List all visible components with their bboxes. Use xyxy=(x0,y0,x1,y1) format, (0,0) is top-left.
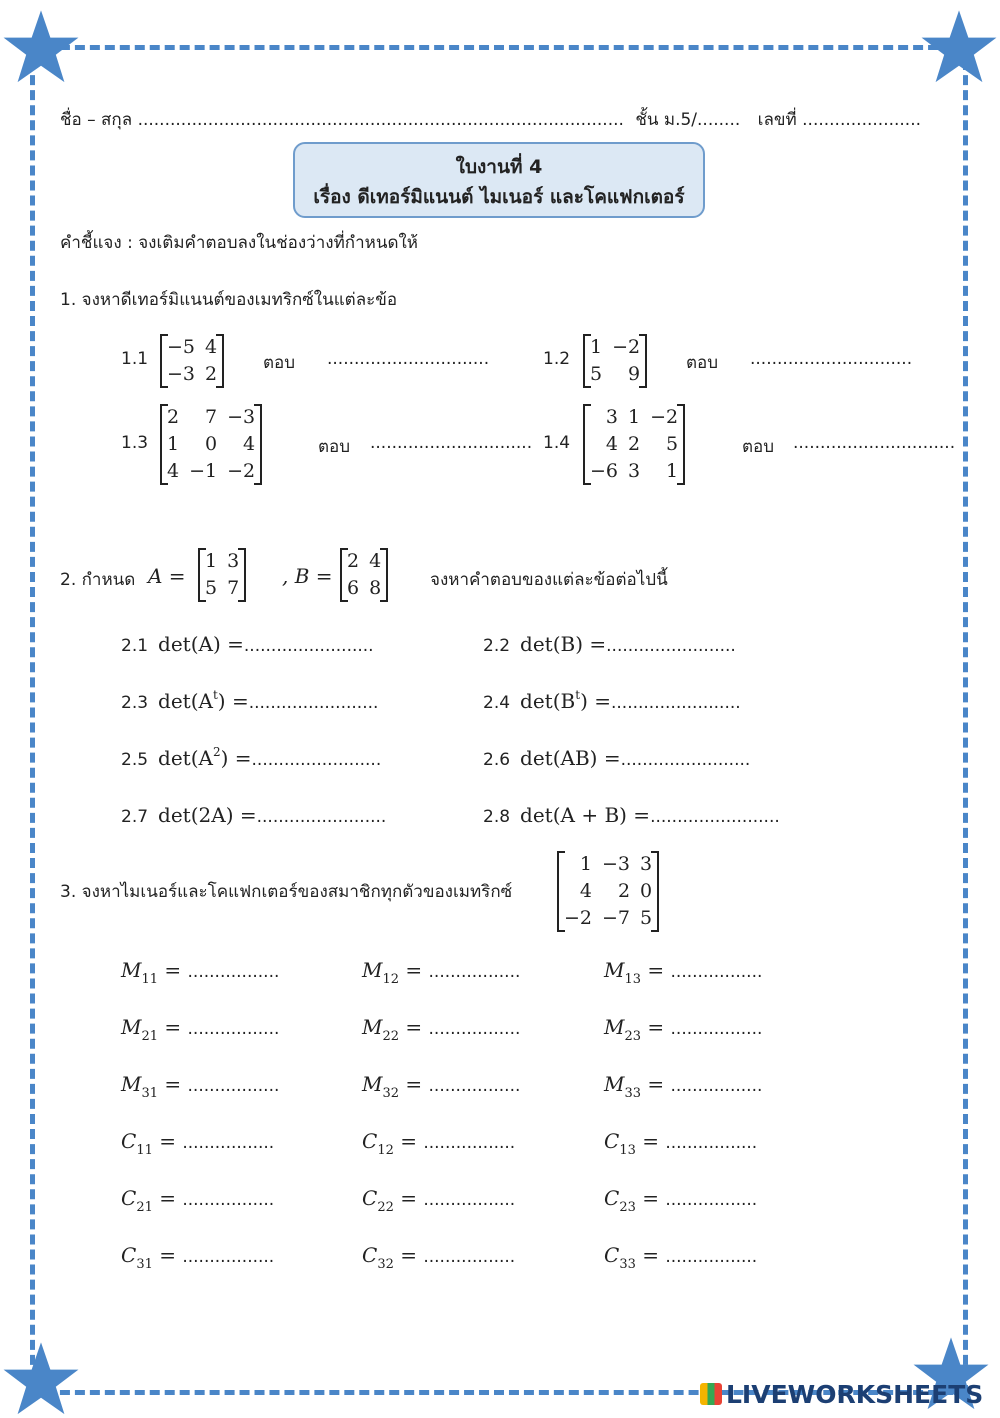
q3-equals: = xyxy=(158,958,188,982)
minor-13 xyxy=(604,958,763,987)
q3-subscript: 33 xyxy=(619,1257,636,1272)
q2-item xyxy=(121,746,381,770)
q2-answer-input[interactable]: ........................ xyxy=(256,807,387,827)
q2-item xyxy=(483,689,741,713)
q1-matrix xyxy=(583,334,647,388)
worksheet-subtitle: เรื่อง ดีเทอร์มิแนนต์ ไมเนอร์ และโคแฟกเตอร์ xyxy=(313,186,685,208)
class-field[interactable]: ชั้น ม.5/........ xyxy=(635,110,741,130)
q1-answer-input[interactable]: .............................. xyxy=(327,349,490,369)
q2-answer-input[interactable]: ........................ xyxy=(243,636,374,656)
matrix-a xyxy=(198,548,246,602)
name-field[interactable]: .......................................................................................... xyxy=(137,110,624,130)
matrix-cell: 3 xyxy=(227,550,240,572)
q3-equals: = xyxy=(399,1015,429,1039)
q3-equals: = xyxy=(152,1186,183,1210)
logo-icon xyxy=(700,1383,722,1405)
matrix-cell: 9 xyxy=(628,363,641,385)
q1-item-number: 1.1 xyxy=(121,349,149,369)
matrix-cell: 1 xyxy=(167,433,180,455)
q2-a-label: A = xyxy=(148,564,186,588)
name-label: ชื่อ – สกุล xyxy=(60,110,133,130)
q3-answer-input[interactable]: ................. xyxy=(670,962,763,982)
q2-expression: $\det(A^2)$ = xyxy=(158,745,252,770)
matrix-cell: 0 xyxy=(640,880,653,902)
q2-answer-input[interactable]: ........................ xyxy=(610,693,741,713)
q3-symbol: C xyxy=(121,1243,137,1267)
q1-answer-label: ตอบ xyxy=(318,437,351,457)
cofactor-13 xyxy=(604,1129,758,1158)
matrix-cell: 2 xyxy=(347,550,360,572)
q1-item-number: 1.3 xyxy=(121,433,149,453)
cofactor-22 xyxy=(362,1186,516,1215)
matrix-cell: 5 xyxy=(590,363,603,385)
matrix-cell: 2 xyxy=(205,363,218,385)
matrix-cell: −2 xyxy=(227,460,256,482)
q1-answer-label: ตอบ xyxy=(263,353,296,373)
q2-expression: det(AB) = xyxy=(520,746,621,770)
q3-answer-input[interactable]: ................. xyxy=(187,962,280,982)
q2-prefix: 2. กำหนด xyxy=(60,570,136,590)
q3-prompt: 3. จงหาไมเนอร์และโคแฟกเตอร์ของสมาชิกทุกตัวของเมทริกซ์ xyxy=(60,882,513,902)
star-icon xyxy=(2,8,80,86)
q3-symbol: C xyxy=(604,1129,620,1153)
q3-equals: = xyxy=(393,1243,424,1267)
matrix-cell: 2 xyxy=(167,406,180,428)
q2-item xyxy=(121,803,386,827)
q2-expression: det(B) = xyxy=(520,632,607,656)
q3-equals: = xyxy=(393,1129,424,1153)
q2-item xyxy=(483,632,736,656)
q2-expression: $\det(A^t)$ = xyxy=(158,688,249,713)
matrix-cell: 7 xyxy=(205,406,218,428)
q3-equals: = xyxy=(635,1129,666,1153)
matrix-cell: 4 xyxy=(605,433,619,455)
header-line xyxy=(60,106,921,133)
matrix-cell: 5 xyxy=(666,433,679,455)
matrix-cell: −3 xyxy=(167,363,196,385)
minor-23 xyxy=(604,1015,763,1044)
matrix-cell: 4 xyxy=(205,336,218,358)
q3-symbol: M xyxy=(604,1015,625,1039)
q3-symbol: C xyxy=(362,1129,378,1153)
q2-expression: det(A) = xyxy=(158,632,244,656)
q3-subscript: 32 xyxy=(382,1086,400,1101)
matrix-cell: 3 xyxy=(605,406,619,428)
q3-symbol: M xyxy=(362,1015,383,1039)
q2-item xyxy=(483,803,780,827)
q3-answer-input[interactable]: ................. xyxy=(182,1247,275,1267)
q2-answer-input[interactable]: ........................ xyxy=(251,750,382,770)
q3-symbol: C xyxy=(121,1129,137,1153)
q3-symbol: M xyxy=(121,1072,142,1096)
matrix-cell: 6 xyxy=(347,577,360,599)
q2-item-number: 2.4 xyxy=(483,693,511,713)
cofactor-31 xyxy=(121,1243,275,1272)
q3-equals: = xyxy=(635,1186,666,1210)
q2-item-number: 2.3 xyxy=(121,693,149,713)
matrix-cell: 4 xyxy=(579,880,593,902)
matrix-cell: 2 xyxy=(617,880,631,902)
matrix-cell: 1 xyxy=(205,550,218,572)
matrix-cell: 1 xyxy=(579,853,593,875)
q3-subscript: 12 xyxy=(382,972,400,987)
q3-answer-input[interactable]: ................. xyxy=(670,1076,763,1096)
matrix-cell: −3 xyxy=(602,853,631,875)
q1-answer-input[interactable]: .............................. xyxy=(370,433,533,453)
q2-item-number: 2.7 xyxy=(121,807,149,827)
q3-answer-input[interactable]: ................. xyxy=(423,1247,516,1267)
cofactor-11 xyxy=(121,1129,275,1158)
matrix-q3 xyxy=(557,851,659,932)
star-icon xyxy=(2,1340,80,1418)
matrix-cell: 5 xyxy=(640,907,653,929)
q3-symbol: C xyxy=(604,1186,620,1210)
q2-item xyxy=(483,746,750,770)
matrix-cell: −2 xyxy=(612,336,641,358)
matrix-cell: 4 xyxy=(167,460,180,482)
minor-33 xyxy=(604,1072,763,1101)
logo-text: LIVEWORKSHEETS xyxy=(726,1380,984,1409)
minor-11 xyxy=(121,958,280,987)
q2-item-number: 2.2 xyxy=(483,636,511,656)
q1-answer-input[interactable]: .............................. xyxy=(750,349,913,369)
q3-subscript: 12 xyxy=(377,1143,394,1158)
minor-21 xyxy=(121,1015,280,1044)
q2-exponent: t xyxy=(575,688,581,702)
matrix-cell: −2 xyxy=(650,406,679,428)
q3-answer-input[interactable]: ................. xyxy=(665,1133,758,1153)
q3-equals: = xyxy=(158,1015,188,1039)
q3-symbol: M xyxy=(604,958,625,982)
q3-equals: = xyxy=(641,1015,671,1039)
q1-matrix xyxy=(160,404,262,485)
q3-answer-input[interactable]: ................. xyxy=(182,1133,275,1153)
number-field[interactable]: เลขที่ ...................... xyxy=(757,110,922,130)
minor-12 xyxy=(362,958,521,987)
q1-item-number: 1.2 xyxy=(543,349,571,369)
q2-answer-input[interactable]: ........................ xyxy=(606,636,736,656)
q3-subscript: 13 xyxy=(624,972,642,987)
cofactor-33 xyxy=(604,1243,758,1272)
q3-answer-input[interactable]: ................. xyxy=(423,1190,516,1210)
q2-item-number: 2.6 xyxy=(483,750,511,770)
q3-equals: = xyxy=(393,1186,424,1210)
q2-answer-input[interactable]: ........................ xyxy=(620,750,751,770)
q3-subscript: 22 xyxy=(377,1200,394,1215)
q3-symbol: C xyxy=(362,1243,378,1267)
q2-item xyxy=(121,632,374,656)
matrix-cell: 7 xyxy=(227,577,240,599)
q3-subscript: 33 xyxy=(624,1086,642,1101)
q3-symbol: M xyxy=(362,958,383,982)
q3-equals: = xyxy=(158,1072,188,1096)
q3-answer-input[interactable]: ................. xyxy=(428,1076,521,1096)
q3-subscript: 32 xyxy=(377,1257,394,1272)
matrix-cell: 3 xyxy=(640,853,653,875)
q3-symbol: M xyxy=(121,1015,142,1039)
matrix-cell: 8 xyxy=(369,577,382,599)
matrix-cell: 1 xyxy=(628,406,641,428)
q3-symbol: M xyxy=(121,958,142,982)
instruction: คำชี้แจง : จงเติมคำตอบลงในช่องว่างที่กำหนดให้ xyxy=(60,233,418,253)
matrix-cell: 2 xyxy=(628,433,641,455)
matrix-cell: −2 xyxy=(564,907,593,929)
cofactor-21 xyxy=(121,1186,275,1215)
q1-matrix xyxy=(160,334,224,388)
worksheet-title: ใบงานที่ 4 xyxy=(455,156,543,178)
q3-subscript: 23 xyxy=(624,1029,642,1044)
cofactor-12 xyxy=(362,1129,516,1158)
q1-answer-label: ตอบ xyxy=(686,353,719,373)
q3-symbol: M xyxy=(362,1072,383,1096)
q3-equals: = xyxy=(399,1072,429,1096)
q3-symbol: C xyxy=(121,1186,137,1210)
q3-answer-input[interactable]: ................. xyxy=(182,1190,275,1210)
q3-answer-input[interactable]: ................. xyxy=(428,1019,521,1039)
q2-item-number: 2.1 xyxy=(121,636,149,656)
q3-answer-input[interactable]: ................. xyxy=(665,1247,758,1267)
q3-answer-input[interactable]: ................. xyxy=(665,1190,758,1210)
q1-matrix xyxy=(583,404,685,485)
q2-item-number: 2.8 xyxy=(483,807,511,827)
q3-answer-input[interactable]: ................. xyxy=(423,1133,516,1153)
q2-expression: det(2A) = xyxy=(158,803,257,827)
q2-exponent: t xyxy=(212,688,218,702)
q3-subscript: 23 xyxy=(619,1200,636,1215)
q3-symbol: C xyxy=(604,1243,620,1267)
q2-expression: $\det(B^t)$ = xyxy=(520,688,611,713)
q3-subscript: 31 xyxy=(136,1257,153,1272)
matrix-cell: 1 xyxy=(666,460,679,482)
q3-subscript: 22 xyxy=(382,1029,400,1044)
q2-item xyxy=(121,689,378,713)
matrix-cell: 4 xyxy=(243,433,256,455)
minor-31 xyxy=(121,1072,280,1101)
q3-equals: = xyxy=(152,1243,183,1267)
q2-b-label: , B = xyxy=(282,564,333,588)
matrix-cell: −7 xyxy=(602,907,631,929)
cofactor-32 xyxy=(362,1243,516,1272)
q3-equals: = xyxy=(635,1243,666,1267)
matrix-cell: 5 xyxy=(205,577,218,599)
q3-equals: = xyxy=(641,958,671,982)
q3-subscript: 11 xyxy=(136,1143,153,1158)
cofactor-23 xyxy=(604,1186,758,1215)
matrix-cell: −3 xyxy=(227,406,256,428)
minor-22 xyxy=(362,1015,521,1044)
q2-expression: det(A + B) = xyxy=(520,803,651,827)
q3-symbol: M xyxy=(604,1072,625,1096)
q3-answer-input[interactable]: ................. xyxy=(187,1076,280,1096)
worksheet-title-box xyxy=(293,142,705,218)
liveworksheets-logo xyxy=(700,1380,983,1409)
matrix-cell: −5 xyxy=(167,336,196,358)
minor-32 xyxy=(362,1072,521,1101)
q1-item-number: 1.4 xyxy=(543,433,571,453)
q3-symbol: C xyxy=(362,1186,378,1210)
star-icon xyxy=(920,8,998,86)
q3-subscript: 13 xyxy=(619,1143,636,1158)
q3-subscript: 21 xyxy=(136,1200,153,1215)
q3-equals: = xyxy=(152,1129,183,1153)
matrix-cell: 4 xyxy=(369,550,382,572)
q1-prompt: 1. จงหาดีเทอร์มิแนนต์ของเมทริกซ์ในแต่ละข้อ xyxy=(60,290,398,310)
q3-subscript: 11 xyxy=(141,972,159,987)
q2-answer-input[interactable]: ........................ xyxy=(248,693,379,713)
q1-answer-input[interactable]: .............................. xyxy=(793,433,956,453)
q3-answer-input[interactable]: ................. xyxy=(187,1019,280,1039)
matrix-cell: −1 xyxy=(189,460,218,482)
q3-equals: = xyxy=(399,958,429,982)
q3-subscript: 21 xyxy=(141,1029,159,1044)
q1-answer-label: ตอบ xyxy=(742,437,775,457)
matrix-cell: 0 xyxy=(205,433,218,455)
matrix-cell: 3 xyxy=(628,460,641,482)
matrix-cell: 1 xyxy=(590,336,603,358)
q3-answer-input[interactable]: ................. xyxy=(670,1019,763,1039)
q3-subscript: 31 xyxy=(141,1086,159,1101)
matrix-cell: −6 xyxy=(590,460,619,482)
q2-exponent: 2 xyxy=(212,745,221,759)
q2-item-number: 2.5 xyxy=(121,750,149,770)
q2-answer-input[interactable]: ........................ xyxy=(650,807,780,827)
matrix-b xyxy=(340,548,388,602)
q3-answer-input[interactable]: ................. xyxy=(428,962,521,982)
q2-suffix: จงหาคำตอบของแต่ละข้อต่อไปนี้ xyxy=(430,570,668,590)
q3-equals: = xyxy=(641,1072,671,1096)
